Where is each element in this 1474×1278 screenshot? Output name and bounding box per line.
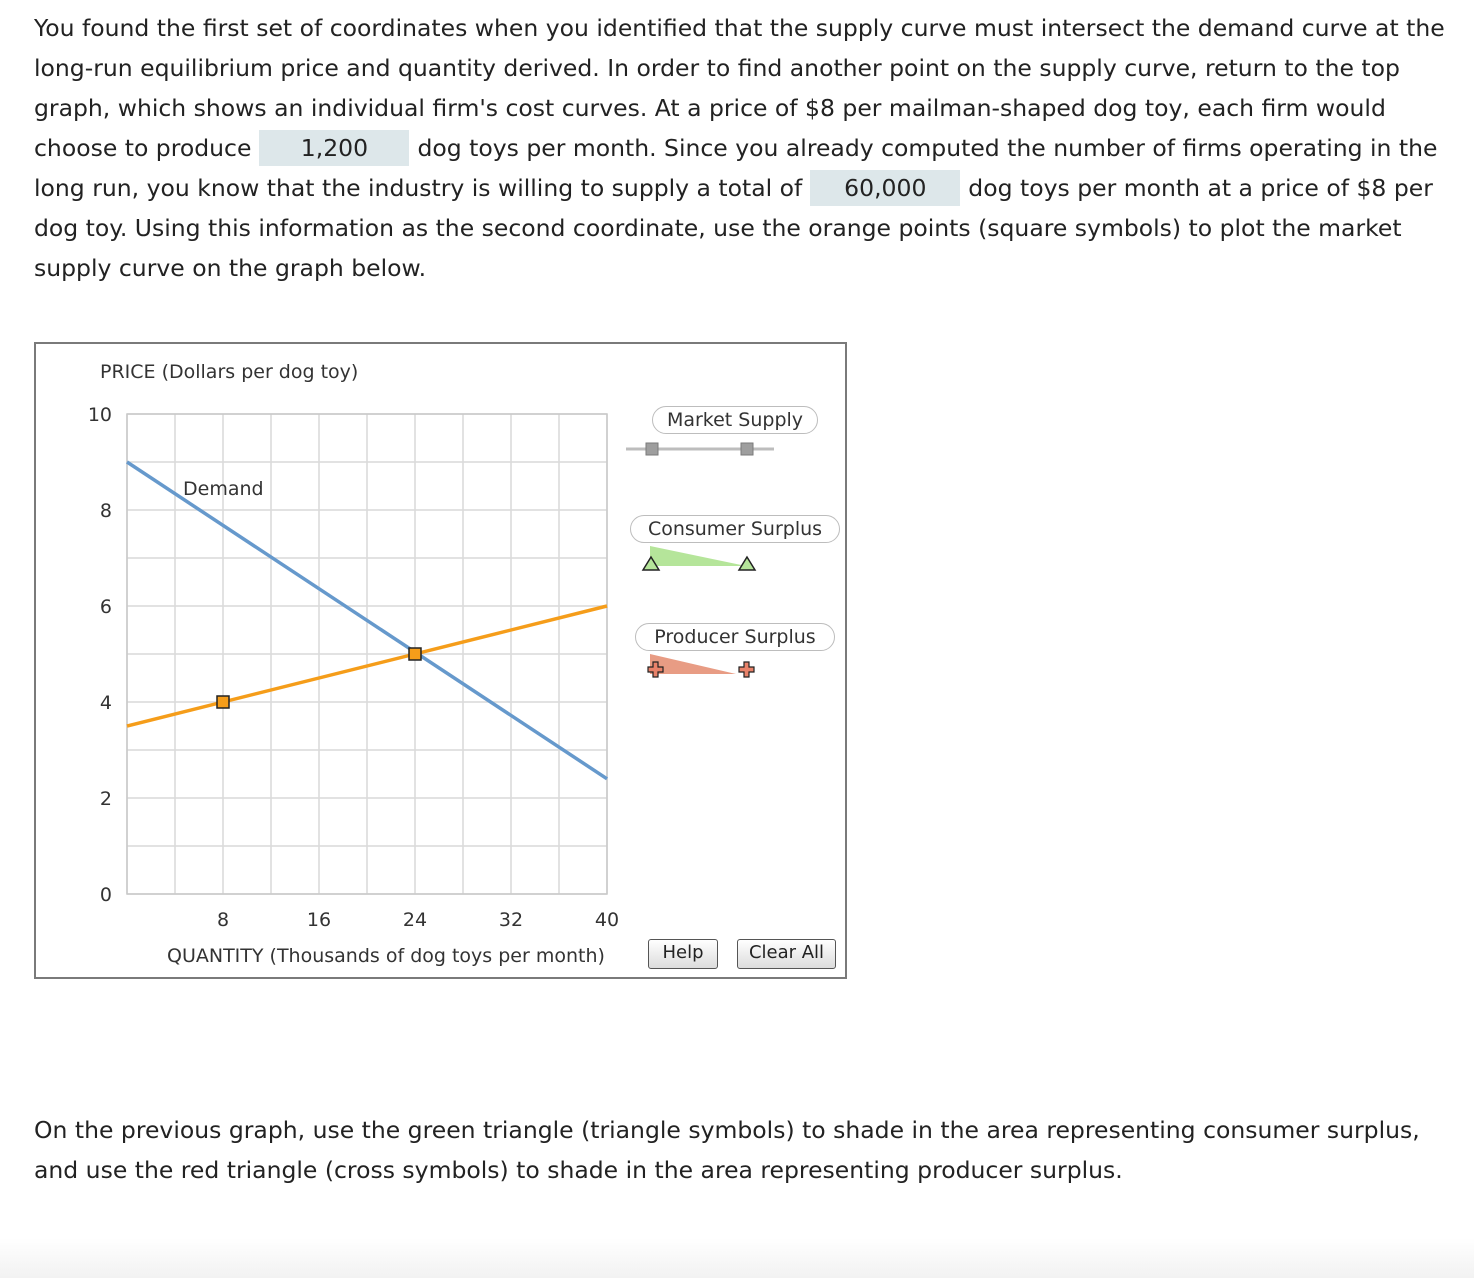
instruction-text-1: You found the first set of coordinates when you identified that the supply curve must intersect the demand curve at the long-run equilibrium price and quantity derived. In order to find another point on the supply curve, return to the top graph, which shows an individual firm's cost curves. At a price of $8 per mailman-shaped dog toy, each firm would choose to produce xyxy=(34,14,1445,162)
supply-demand-chart[interactable] xyxy=(36,344,849,981)
supply-point-square[interactable] xyxy=(217,696,229,708)
consumer-surplus-legend-button[interactable]: Consumer Surplus xyxy=(630,515,840,543)
x-tick-label: 32 xyxy=(498,909,524,931)
x-axis-title: QUANTITY (Thousands of dog toys per month) xyxy=(167,945,605,967)
y-tick-label: 8 xyxy=(99,500,112,522)
instruction-text-3: dog toys per month at a price of $8 per dog toy. Using this information as the second coordinate, use the orange points (square symbols) to plot the market supply curve on the graph below. xyxy=(34,174,1433,282)
instruction-paragraph xyxy=(34,8,1459,288)
y-tick-label: 0 xyxy=(99,884,112,906)
producer-surplus-tool-icon[interactable] xyxy=(648,654,754,677)
y-tick-label: 6 xyxy=(99,596,112,618)
y-tick-label: 2 xyxy=(99,788,112,810)
consumer-surplus-tool-icon[interactable] xyxy=(643,546,755,570)
clear-all-button[interactable]: Clear All xyxy=(737,939,836,969)
x-tick-label: 40 xyxy=(594,909,620,931)
y-axis-title: PRICE (Dollars per dog toy) xyxy=(100,361,359,383)
market-supply-tool-icon[interactable] xyxy=(626,443,774,455)
footer-instruction: On the previous graph, use the green triangle (triangle symbols) to shade in the area representing consumer surplus, and use the red triangle (cross symbols) to shade in the area representing producer surplus. xyxy=(34,1116,1420,1184)
x-tick-label: 16 xyxy=(306,909,332,931)
producer-surplus-legend-button[interactable]: Producer Surplus xyxy=(635,623,835,651)
industry-quantity-answer[interactable]: 60,000 xyxy=(810,170,960,206)
supply-point-square[interactable] xyxy=(409,648,421,660)
firm-quantity-answer[interactable]: 1,200 xyxy=(259,130,409,166)
help-button[interactable]: Help xyxy=(648,939,718,969)
x-tick-label: 24 xyxy=(402,909,428,931)
demand-curve-label: Demand xyxy=(183,478,264,500)
instruction-text-2: dog toys per month. Since you already computed the number of firms operating in the long run, you know that the industry is willing to supply a total of xyxy=(34,134,1438,202)
page-bottom-fade xyxy=(0,1238,1474,1278)
y-tick-label: 10 xyxy=(87,404,112,426)
y-tick-label: 4 xyxy=(99,692,112,714)
graph-panel xyxy=(34,342,847,979)
market-supply-legend-button[interactable]: Market Supply xyxy=(652,406,818,434)
x-tick-label: 8 xyxy=(216,909,230,931)
